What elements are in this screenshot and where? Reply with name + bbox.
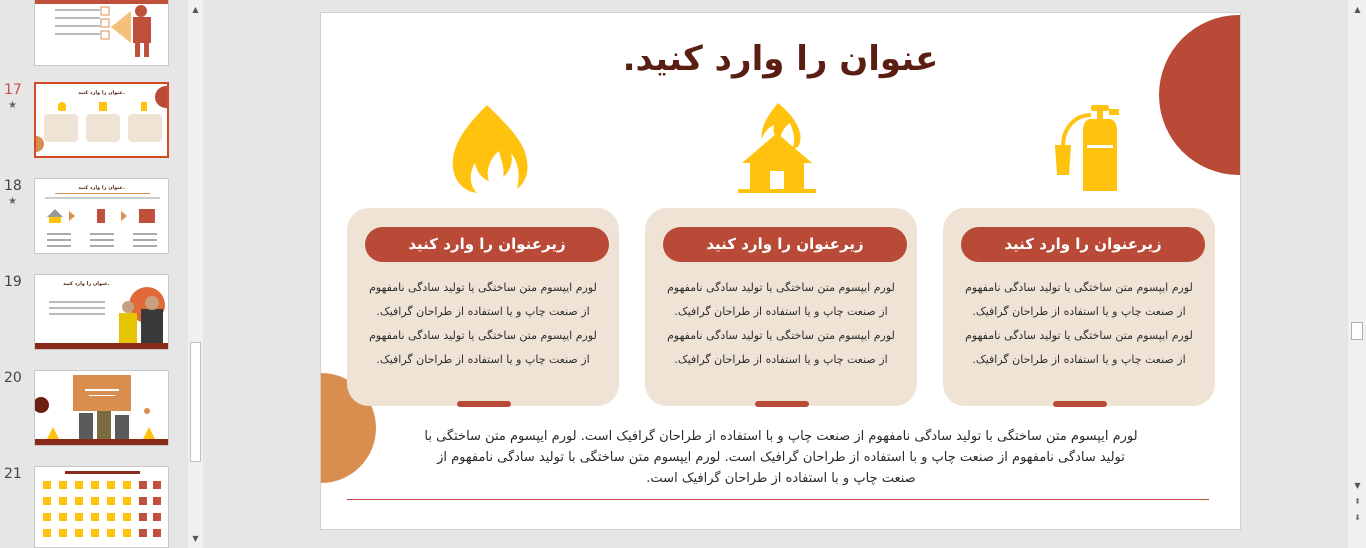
slide-number: 17 <box>4 82 22 98</box>
thumb-circle <box>155 86 169 108</box>
slide-thumbnail-active[interactable] <box>34 82 169 158</box>
card-body-text[interactable]: لورم ایپسوم متن ساختگی یا تولید سادگی نامفهوم از صنعت چاپ و یا استفاده از طراحان گرافیک. لورم ایپسوم متن ساختگی یا تولید سادگی نامفهوم از صنعت چاپ و یا استفاده از طراحان گرافیک. <box>965 281 1193 366</box>
card-heading[interactable]: زیرعنوان را وارد کنید <box>961 227 1205 262</box>
thumb-title: عنوان را وارد کنید. <box>63 281 110 287</box>
thumb-title: عنوان را وارد کنید. <box>78 185 125 191</box>
next-slide-icon[interactable]: ⇟ <box>1354 513 1361 522</box>
house-fire-icon <box>732 101 822 196</box>
thumb-cover-illustration <box>35 371 169 446</box>
slide-number: 19 <box>4 274 22 290</box>
thumb-card <box>86 114 120 142</box>
card-body-text[interactable]: لورم ایپسوم متن ساختگی یا تولید سادگی نامفهوم از صنعت چاپ و یا استفاده از طراحان گرافیک. لورم ایپسوم متن ساختگی یا تولید سادگی نامفهوم از صنعت چاپ و یا استفاده از طراحان گرافیک. <box>667 281 895 366</box>
previous-slide-icon[interactable]: ⇞ <box>1354 497 1361 506</box>
fire-icon <box>441 101 531 196</box>
scroll-up-arrow-icon[interactable]: ▲ <box>192 5 199 14</box>
thumb-icon-grid <box>35 467 169 548</box>
slide-editing-area[interactable] <box>205 0 1348 548</box>
thumb-card <box>44 114 78 142</box>
thumb-circle <box>34 136 44 152</box>
slide-thumbnail[interactable] <box>34 274 169 350</box>
scrollbar-thumb[interactable] <box>1351 322 1363 340</box>
card-accent-bar <box>457 401 511 407</box>
slide-thumbnail[interactable] <box>34 466 169 548</box>
info-card-left <box>347 208 619 406</box>
footer-divider-line <box>347 499 1209 500</box>
current-slide[interactable] <box>320 12 1241 530</box>
thumb-card <box>128 114 162 142</box>
slide-thumbnail[interactable] <box>34 178 169 254</box>
scrollbar-thumb[interactable] <box>190 342 201 462</box>
animation-star-icon: ★ <box>8 100 17 111</box>
footer-paragraph[interactable]: لورم ایپسوم متن ساختگی با تولید سادگی نامفهوم از صنعت چاپ و با استفاده از طراحان گرافیک است. لورم ایپسوم متن ساختگی با تولید سادگی نامفهوم از صنعت چاپ و با استفاده از طراحان گرافیک است. لورم ایپسوم متن ساختگی با تولید سادگی نامفهوم از صنعت چاپ و با استفاده از طراحان گرافیک است. <box>424 429 1138 486</box>
card-accent-bar <box>1053 401 1107 407</box>
firefighter-illustration-icon <box>35 0 169 65</box>
thumb-title: عنوان را وارد کنید. <box>78 90 125 96</box>
animation-star-icon: ★ <box>8 196 17 207</box>
slide-number: 18 <box>4 178 22 194</box>
slide-thumbnail[interactable] <box>34 0 169 66</box>
slide-thumbnail[interactable] <box>34 370 169 446</box>
thumbnail-scrollbar[interactable] <box>188 0 203 548</box>
fire-extinguisher-icon <box>1041 101 1131 196</box>
thumb-fire-icon <box>58 102 66 111</box>
scroll-down-arrow-icon[interactable]: ▼ <box>192 534 199 543</box>
thumb-process-icons <box>35 179 169 254</box>
thumb-extinguisher-icon <box>141 102 147 111</box>
card-accent-bar <box>755 401 809 407</box>
slide-number: 20 <box>4 370 22 386</box>
slide-number: 21 <box>4 466 22 482</box>
firefighters-photo-icon <box>35 275 169 350</box>
info-card-middle <box>645 208 917 406</box>
card-body-text[interactable]: لورم ایپسوم متن ساختگی یا تولید سادگی نامفهوم از صنعت چاپ و یا استفاده از طراحان گرافیک. لورم ایپسوم متن ساختگی یا تولید سادگی نامفهوم از صنعت چاپ و یا استفاده از طراحان گرافیک. <box>369 281 597 366</box>
main-vertical-scrollbar[interactable] <box>1348 0 1366 548</box>
card-heading[interactable]: زیرعنوان را وارد کنید <box>365 227 609 262</box>
slide-thumbnail-panel[interactable] <box>0 0 205 548</box>
scroll-down-arrow-icon[interactable]: ▼ <box>1354 481 1361 490</box>
info-card-right <box>943 208 1215 406</box>
card-heading[interactable]: زیرعنوان را وارد کنید <box>663 227 907 262</box>
scroll-up-arrow-icon[interactable]: ▲ <box>1354 5 1361 14</box>
slide-title[interactable]: عنوان را وارد کنید. <box>622 39 939 79</box>
thumb-house-icon <box>99 102 107 111</box>
